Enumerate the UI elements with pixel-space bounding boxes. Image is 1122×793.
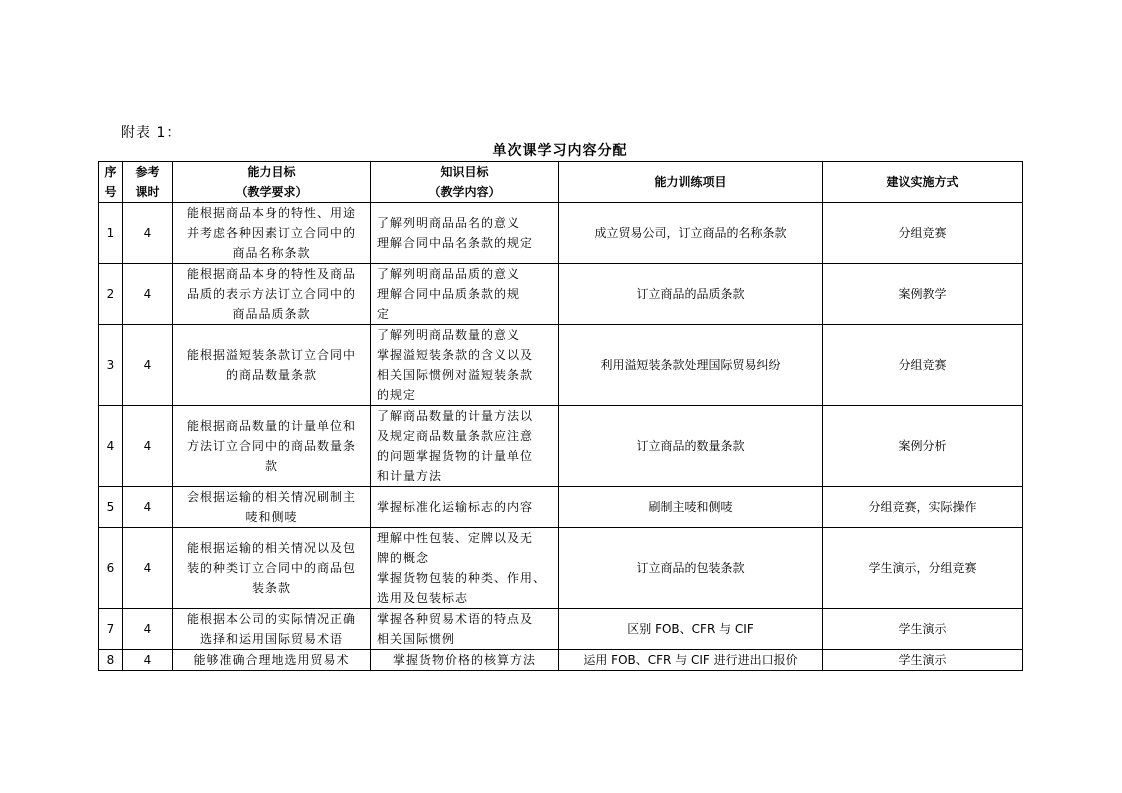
knowledge-line: 了解列明商品数量的意义 xyxy=(377,328,521,342)
cell-method: 案例分析 xyxy=(823,406,1023,487)
header-hours-line: 参考 xyxy=(135,165,160,179)
cell-ability xyxy=(173,609,371,650)
cell-seq: 8 xyxy=(99,650,123,671)
table-row xyxy=(99,264,1023,325)
header-training: 能力训练项目 xyxy=(559,162,823,203)
cell-knowledge xyxy=(371,406,559,487)
ability-line: 并考虑各种因素订立合同中的 xyxy=(186,226,356,240)
cell-knowledge xyxy=(371,650,559,671)
cell-method: 学生演示，分组竞赛 xyxy=(823,528,1023,609)
cell-ability xyxy=(173,650,371,671)
knowledge-line: 掌握货物包装的种类、作用、 xyxy=(377,571,547,585)
knowledge-line: 理解合同中品质条款的规 xyxy=(377,287,521,301)
header-seq-line: 号 xyxy=(104,185,117,199)
cell-hours: 4 xyxy=(123,609,173,650)
attachment-label: 附表 1： xyxy=(121,125,182,141)
ability-line: 选择和运用国际贸易术语 xyxy=(199,632,343,646)
knowledge-line: 的规定 xyxy=(377,388,417,402)
cell-training: 利用溢短装条款处理国际贸易纠纷 xyxy=(559,325,823,406)
ability-line: 装的种类订立合同中的商品包 xyxy=(186,561,356,575)
header-hours xyxy=(123,162,173,203)
header-ability-line: （教学要求） xyxy=(235,185,308,199)
knowledge-line: 和计量方法 xyxy=(377,469,443,483)
header-seq xyxy=(99,162,123,203)
ability-line: 唛和侧唛 xyxy=(245,510,298,524)
ability-line: 能根据商品数量的计量单位和 xyxy=(186,419,356,433)
cell-seq: 2 xyxy=(99,264,123,325)
knowledge-line: 掌握标准化运输标志的内容 xyxy=(377,500,534,514)
ability-line: 能根据本公司的实际情况正确 xyxy=(186,612,356,626)
cell-hours: 4 xyxy=(123,650,173,671)
cell-seq: 1 xyxy=(99,203,123,264)
cell-training: 订立商品的品质条款 xyxy=(559,264,823,325)
cell-training: 区别 FOB、CFR 与 CIF xyxy=(559,609,823,650)
ability-line: 品质的表示方法订立合同中的 xyxy=(186,287,356,301)
table-row xyxy=(99,203,1023,264)
ability-line: 能根据运输的相关情况以及包 xyxy=(186,541,356,555)
table-row xyxy=(99,487,1023,528)
header-knowledge xyxy=(371,162,559,203)
ability-line: 能根据商品本身的特性、用途 xyxy=(186,206,356,220)
cell-seq: 5 xyxy=(99,487,123,528)
cell-ability xyxy=(173,487,371,528)
cell-seq: 3 xyxy=(99,325,123,406)
content-allocation-table xyxy=(98,161,1023,671)
cell-hours: 4 xyxy=(123,487,173,528)
table-title: 单次课学习内容分配 xyxy=(492,143,628,159)
cell-training: 订立商品的数量条款 xyxy=(559,406,823,487)
header-ability-line: 能力目标 xyxy=(247,165,296,179)
cell-seq: 7 xyxy=(99,609,123,650)
cell-ability xyxy=(173,406,371,487)
cell-ability xyxy=(173,528,371,609)
cell-ability xyxy=(173,325,371,406)
cell-method: 案例教学 xyxy=(823,264,1023,325)
cell-training: 运用 FOB、CFR 与 CIF 进行进出口报价 xyxy=(559,650,823,671)
cell-knowledge xyxy=(371,203,559,264)
ability-line: 商品品质条款 xyxy=(232,307,311,321)
knowledge-line: 掌握溢短装条款的含义以及 xyxy=(377,348,534,362)
cell-method: 分组竞赛 xyxy=(823,203,1023,264)
table-row xyxy=(99,650,1023,671)
cell-hours: 4 xyxy=(123,325,173,406)
cell-ability xyxy=(173,203,371,264)
knowledge-line: 的问题掌握货物的计量单位 xyxy=(377,449,534,463)
table-row xyxy=(99,609,1023,650)
knowledge-line: 了解列明商品品名的意义 xyxy=(377,216,521,230)
ability-line: 商品名称条款 xyxy=(232,246,311,260)
cell-training: 刷制主唛和侧唛 xyxy=(559,487,823,528)
cell-training: 成立贸易公司，订立商品的名称条款 xyxy=(559,203,823,264)
table-row xyxy=(99,528,1023,609)
ability-line: 装条款 xyxy=(251,581,291,595)
knowledge-line: 掌握各种贸易术语的特点及 xyxy=(377,612,534,626)
knowledge-line: 了解列明商品品质的意义 xyxy=(377,267,521,281)
cell-method: 分组竞赛 xyxy=(823,325,1023,406)
cell-hours: 4 xyxy=(123,203,173,264)
knowledge-line: 相关国际惯例 xyxy=(377,632,456,646)
cell-training: 订立商品的包装条款 xyxy=(559,528,823,609)
cell-method: 分组竞赛，实际操作 xyxy=(823,487,1023,528)
ability-line: 的商品数量条款 xyxy=(225,368,317,382)
cell-seq: 4 xyxy=(99,406,123,487)
table-row xyxy=(99,325,1023,406)
ability-line: 能根据商品本身的特性及商品 xyxy=(186,267,356,281)
cell-knowledge xyxy=(371,487,559,528)
cell-method: 学生演示 xyxy=(823,650,1023,671)
cell-knowledge xyxy=(371,264,559,325)
ability-line: 方法订立合同中的商品数量条 xyxy=(186,439,356,453)
cell-knowledge xyxy=(371,528,559,609)
knowledge-line: 相关国际惯例对溢短装条款 xyxy=(377,368,534,382)
table-header-row xyxy=(99,162,1023,203)
ability-line: 能够准确合理地选用贸易术 xyxy=(193,653,350,667)
knowledge-line: 选用及包装标志 xyxy=(377,591,469,605)
ability-line: 能根据溢短装条款订立合同中 xyxy=(186,348,356,362)
cell-knowledge xyxy=(371,325,559,406)
cell-knowledge xyxy=(371,609,559,650)
knowledge-line: 掌握货物价格的核算方法 xyxy=(392,653,536,667)
knowledge-line: 定 xyxy=(377,307,391,321)
knowledge-line: 了解商品数量的计量方法以 xyxy=(377,409,534,423)
cell-seq: 6 xyxy=(99,528,123,609)
header-knowledge-line: （教学内容） xyxy=(428,185,501,199)
knowledge-line: 牌的概念 xyxy=(377,551,430,565)
table-row xyxy=(99,406,1023,487)
cell-ability xyxy=(173,264,371,325)
header-knowledge-line: 知识目标 xyxy=(440,165,489,179)
header-seq-line: 序 xyxy=(104,165,117,179)
knowledge-line: 理解合同中品名条款的规定 xyxy=(377,236,534,250)
ability-line: 款 xyxy=(264,459,278,473)
cell-hours: 4 xyxy=(123,528,173,609)
cell-hours: 4 xyxy=(123,406,173,487)
ability-line: 会根据运输的相关情况刷制主 xyxy=(186,490,356,504)
header-hours-line: 课时 xyxy=(135,185,160,199)
header-method: 建议实施方式 xyxy=(823,162,1023,203)
header-ability xyxy=(173,162,371,203)
cell-method: 学生演示 xyxy=(823,609,1023,650)
knowledge-line: 理解中性包装、定牌以及无 xyxy=(377,531,534,545)
cell-hours: 4 xyxy=(123,264,173,325)
knowledge-line: 及规定商品数量条款应注意 xyxy=(377,429,534,443)
